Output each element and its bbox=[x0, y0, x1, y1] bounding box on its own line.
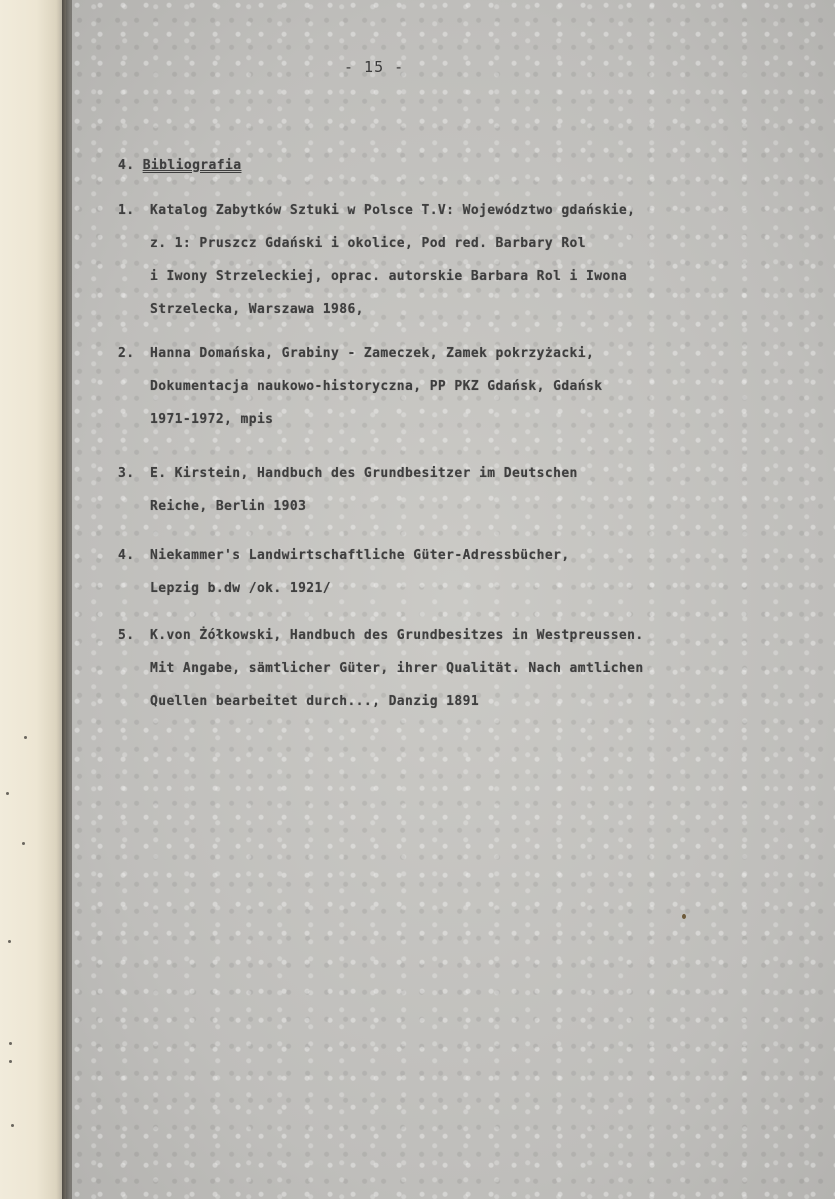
entry-line bbox=[118, 499, 578, 515]
entry-line bbox=[118, 661, 644, 677]
entry-number: 3. bbox=[118, 466, 135, 481]
section-heading bbox=[118, 158, 241, 174]
entry-number: 5. bbox=[118, 628, 135, 643]
entry-line bbox=[118, 269, 635, 285]
bibliography-entry-1 bbox=[118, 203, 635, 335]
entry-line bbox=[118, 302, 635, 318]
section-title: Bibliografia bbox=[142, 158, 242, 173]
entry-text: i Iwony Strzeleckiej, oprac. autorskie Barbara Rol i Iwona bbox=[150, 269, 628, 284]
section-number: 4. bbox=[118, 158, 135, 173]
bibliography-entry-5 bbox=[118, 628, 644, 727]
bibliography-entry-3 bbox=[118, 466, 578, 532]
entry-line bbox=[118, 548, 570, 564]
entry-text: Katalog Zabytków Sztuki w Polsce T.V: Województwo gdańskie, bbox=[150, 203, 636, 218]
entry-text: Mit Angabe, sämtlicher Güter, ihrer Qualität. Nach amtlichen bbox=[150, 661, 644, 676]
entry-text: Reiche, Berlin 1903 bbox=[150, 499, 307, 514]
entry-number: 1. bbox=[118, 203, 135, 218]
bibliography-entry-4 bbox=[118, 548, 570, 614]
entry-text: K.von Żółkowski, Handbuch des Grundbesitzes in Westpreussen. bbox=[150, 628, 644, 643]
entry-text: Quellen bearbeitet durch..., Danzig 1891 bbox=[150, 694, 480, 709]
entry-text: Lepzig b.dw /ok. 1921/ bbox=[150, 581, 331, 596]
facing-page-marks bbox=[0, 0, 66, 1199]
entry-text: E. Kirstein, Handbuch des Grundbesitzer im Deutschen bbox=[150, 466, 578, 481]
entry-line bbox=[118, 466, 578, 482]
bibliography-entry-2 bbox=[118, 346, 602, 445]
entry-line bbox=[118, 236, 635, 252]
entry-number: 4. bbox=[118, 548, 135, 563]
entry-number: 2. bbox=[118, 346, 135, 361]
entry-line bbox=[118, 628, 644, 644]
entry-line bbox=[118, 412, 602, 428]
entry-text: 1971-1972, mpis bbox=[150, 412, 274, 427]
entry-text: Strzelecka, Warszawa 1986, bbox=[150, 302, 364, 317]
entry-line bbox=[118, 379, 602, 395]
entry-line bbox=[118, 346, 602, 362]
entry-line bbox=[118, 581, 570, 597]
entry-text: Hanna Domańska, Grabiny - Zameczek, Zamek pokrzyżacki, bbox=[150, 346, 595, 361]
entry-line bbox=[118, 694, 644, 710]
paper-speck bbox=[682, 914, 686, 919]
entry-text: Niekammer's Landwirtschaftliche Güter-Adressbücher, bbox=[150, 548, 570, 563]
page-number: - 15 - bbox=[344, 58, 405, 76]
entry-text: z. 1: Pruszcz Gdański i okolice, Pod red. Barbary Rol bbox=[150, 236, 587, 251]
entry-text: Dokumentacja naukowo-historyczna, PP PKZ Gdańsk, Gdańsk bbox=[150, 379, 603, 394]
entry-line bbox=[118, 203, 635, 219]
